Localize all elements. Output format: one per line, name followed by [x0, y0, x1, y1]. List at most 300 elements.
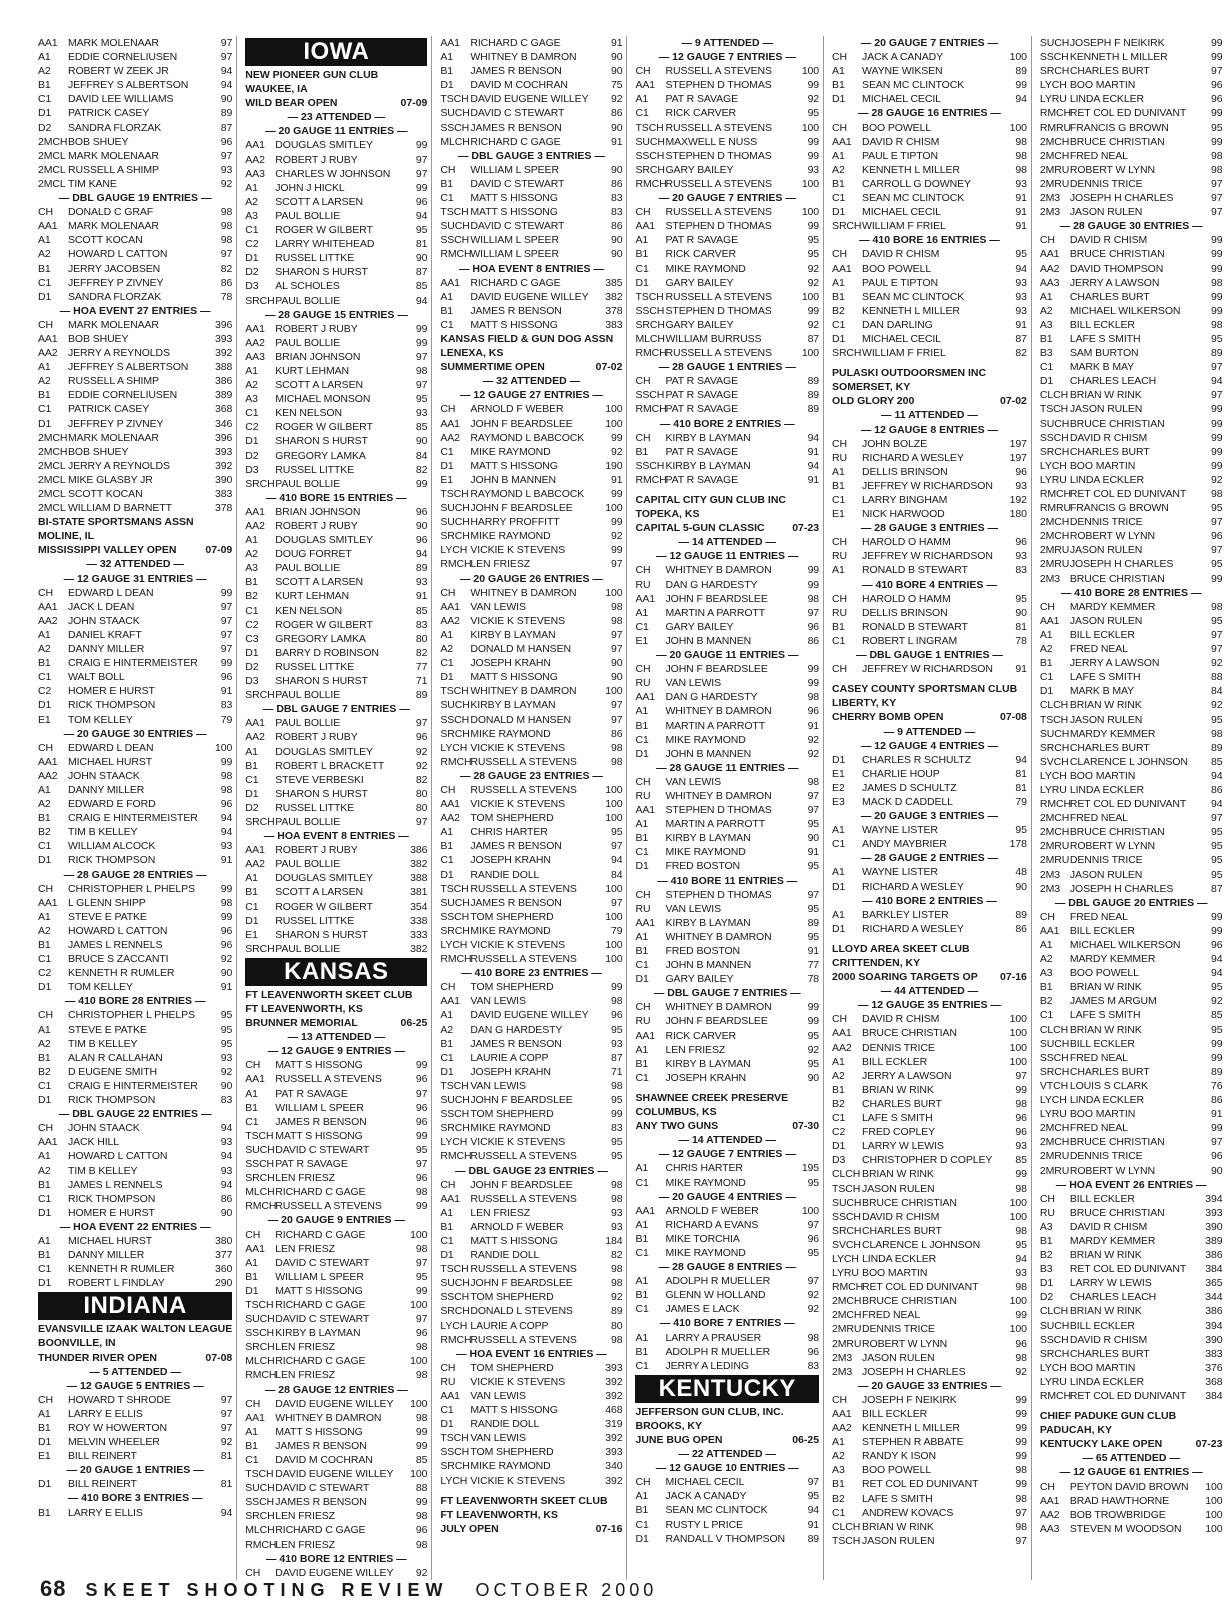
result-class: SRCH — [440, 1122, 470, 1135]
shoot-name: ANY TWO GUNS — [635, 1120, 719, 1133]
result-row — [245, 1340, 427, 1354]
result-row — [1040, 515, 1223, 529]
result-class: CLCH — [1039, 1023, 1069, 1036]
results-page — [38, 36, 1223, 1579]
event-subheading: — 20 GAUGE 1 ENTRIES — — [66, 1464, 204, 1477]
score: 95 — [1210, 713, 1223, 726]
score: 383 — [1205, 1347, 1223, 1360]
score: 83 — [807, 1359, 820, 1372]
score: 95 — [1210, 502, 1223, 515]
shooter-name: DAVID R CHISM — [862, 1013, 940, 1026]
result-class: A2 — [832, 1450, 845, 1463]
shooter-name: KEN NELSON — [275, 604, 342, 617]
shooter-name: ROBERT J RUBY — [275, 322, 358, 335]
score: 99 — [611, 544, 623, 557]
shooter-name: LEN FRIESZ — [470, 1206, 531, 1219]
result-row — [832, 451, 1027, 465]
score: 89 — [611, 1305, 623, 1318]
score: 98 — [1015, 1520, 1027, 1533]
result-row — [832, 50, 1027, 64]
result-row — [440, 529, 622, 543]
result-class: B2 — [38, 1065, 51, 1078]
result-row — [245, 801, 427, 815]
result-row — [1040, 614, 1223, 628]
shooter-name: BOO MARTIN — [1069, 1361, 1136, 1374]
score: 93 — [1015, 290, 1027, 303]
score: 386 — [215, 375, 233, 388]
result-class: D3 — [245, 280, 259, 293]
score: 96 — [1210, 1150, 1223, 1163]
shooter-name: CHARLIE HOUP — [862, 767, 940, 780]
score: 333 — [410, 928, 428, 941]
score: 94 — [220, 1178, 233, 1191]
result-row — [440, 1262, 622, 1276]
result-class: AA2 — [440, 812, 460, 825]
score: 82 — [415, 463, 428, 476]
result-class: CLCH — [1039, 389, 1069, 402]
result-class: MLCH — [635, 332, 665, 345]
result-class: AA1 — [38, 1136, 58, 1149]
result-row — [38, 459, 232, 473]
score: 99 — [807, 1015, 820, 1028]
shooter-name: JERRY A REYNOLDS — [68, 459, 170, 472]
result-class: C1 — [38, 1263, 52, 1276]
result-class: B1 — [440, 1220, 454, 1233]
result-class: A2 — [38, 924, 51, 937]
shooter-name: JERRY A REYNOLDS — [68, 347, 170, 360]
score: 96 — [415, 195, 428, 208]
score: 96 — [807, 1232, 820, 1245]
score: 92 — [220, 1065, 233, 1078]
score: 99 — [1210, 459, 1223, 472]
result-row — [832, 549, 1027, 563]
shooter-name: LEN FRIESZ — [470, 558, 531, 571]
score: 81 — [220, 1478, 233, 1491]
shooter-name: BILL ECKLER — [1069, 1037, 1135, 1050]
result-class: C2 — [245, 421, 259, 434]
score: 100 — [1009, 121, 1027, 134]
score: 95 — [807, 248, 820, 261]
shooter-name: MATT S HISSONG — [470, 206, 558, 219]
result-row — [1040, 163, 1223, 177]
score: 94 — [1015, 753, 1027, 766]
score: 98 — [415, 364, 428, 377]
result-class: A1 — [635, 1490, 649, 1503]
score: 99 — [1210, 1051, 1223, 1064]
score: 94 — [220, 79, 233, 92]
club-line: FT LEAVENWORTH, KS — [245, 1003, 363, 1015]
result-row — [245, 1298, 427, 1312]
shooter-name: RICHARD C GAGE — [470, 37, 561, 49]
shooter-name: EDWARD L DEAN — [68, 741, 154, 754]
shoot-name: BRUNNER MEMORIAL — [245, 1017, 358, 1030]
shooter-name: PAUL BOLLIE — [275, 717, 341, 730]
result-row — [440, 402, 622, 416]
result-class: AA1 — [245, 844, 265, 857]
result-row — [1040, 1494, 1223, 1508]
result-class: AA2 — [38, 347, 58, 360]
result-class: 2MCH — [1039, 1136, 1070, 1149]
shoot-name: JUNE BUG OPEN — [635, 1434, 723, 1446]
shooter-name: BILL ECKLER — [1069, 924, 1135, 937]
shooter-name: WHITNEY B DAMRON — [470, 685, 577, 698]
result-class: B1 — [38, 389, 51, 402]
result-row — [245, 449, 427, 463]
result-row — [1040, 374, 1223, 388]
score: 100 — [605, 502, 623, 515]
score: 98 — [1015, 1224, 1027, 1237]
score: 95 — [1210, 868, 1223, 881]
result-class: AA1 — [440, 798, 460, 811]
result-row — [38, 1178, 232, 1192]
shooter-name: DAVID THOMPSON — [1069, 262, 1164, 275]
score: 99 — [1210, 107, 1223, 120]
result-row — [1040, 797, 1223, 811]
result-row — [440, 1417, 622, 1431]
club-header — [832, 942, 1027, 956]
shooter-name: LINDA ECKLER — [1069, 1094, 1144, 1107]
result-class: D1 — [832, 93, 846, 106]
shooter-name: MARK MOLENAAR — [68, 318, 159, 331]
result-row — [832, 865, 1027, 879]
shooter-name: WILLIAM D BARNETT — [68, 502, 172, 515]
shooter-name: DAN DARLING — [862, 318, 933, 331]
result-class: D1 — [38, 854, 52, 867]
result-class: LYCH — [1039, 459, 1067, 472]
score: 91 — [1015, 318, 1027, 331]
result-class: SRCH — [832, 220, 862, 233]
score: 93 — [611, 1037, 623, 1050]
result-class: C1 — [635, 846, 649, 859]
result-row — [245, 138, 427, 152]
shooter-name: RUSSELL A STEVENS — [470, 1263, 577, 1276]
result-class: 2MRU — [1039, 544, 1070, 557]
shoot-date: 07-23 — [1195, 1438, 1223, 1451]
shooter-name: WHITNEY B DAMRON — [665, 564, 772, 577]
shooter-name: VICKIE K STEVENS — [470, 544, 566, 557]
result-row — [832, 1069, 1027, 1083]
shooter-name: JAMES D SCHULTZ — [862, 781, 957, 794]
event-subheading: — 28 GAUGE 3 ENTRIES — — [860, 522, 999, 535]
result-row — [635, 1532, 819, 1546]
score: 99 — [1210, 417, 1223, 430]
result-class: B1 — [440, 304, 454, 317]
score: 383 — [605, 318, 623, 331]
result-class: D1 — [440, 1065, 454, 1078]
shooter-name: ARNOLD F WEBER — [470, 403, 564, 416]
result-class: MLCH — [245, 1355, 275, 1368]
shooter-name: RUSSELL A STEVENS — [665, 121, 772, 134]
result-row — [38, 177, 232, 191]
score: 85 — [415, 1454, 428, 1466]
result-class: C1 — [635, 107, 649, 120]
result-class: B2 — [832, 1492, 845, 1505]
score: 99 — [1210, 135, 1223, 148]
result-row — [832, 1506, 1027, 1520]
result-class: C1 — [245, 1454, 259, 1466]
result-row — [440, 417, 622, 431]
result-row — [1040, 360, 1223, 374]
club-header — [38, 515, 232, 529]
result-class: CH — [38, 318, 53, 331]
result-class: CH — [38, 1393, 53, 1406]
score: 97 — [415, 350, 428, 363]
result-row — [832, 1167, 1027, 1181]
result-class: A1 — [1039, 939, 1053, 951]
event-subheading: — 20 GAUGE 33 ENTRIES — — [857, 1379, 1001, 1392]
result-row — [38, 106, 232, 120]
shooter-name: MATT S HISSONG — [275, 1059, 363, 1072]
result-row — [832, 1520, 1027, 1534]
shooter-name: BOO MARTIN — [1069, 79, 1136, 92]
result-row — [1040, 994, 1223, 1008]
score: 91 — [611, 37, 623, 49]
score: 97 — [220, 248, 233, 261]
result-row — [38, 1262, 232, 1276]
shooter-name: LARRY E ELLIS — [68, 1407, 143, 1420]
result-row — [245, 364, 427, 378]
score: 92 — [807, 276, 820, 289]
score: 89 — [807, 389, 820, 402]
shooter-name: JOHN F BEARDSLEE — [665, 1015, 768, 1028]
result-row — [832, 1224, 1027, 1238]
result-row — [440, 896, 622, 910]
result-class: TSCH — [440, 1263, 469, 1276]
result-class: RMCH — [1039, 1390, 1071, 1402]
shooter-name: TOM SHEPHERD — [470, 1108, 554, 1121]
shooter-name: RUSSELL A STEVENS — [665, 290, 772, 303]
result-row — [1040, 106, 1223, 120]
score: 96 — [220, 135, 233, 148]
shooter-name: EDDIE CORNELIUSEN — [68, 389, 178, 402]
shooter-name: RICHARD A WESLEY — [862, 880, 964, 893]
event-subheading: — 20 GAUGE 11 ENTRIES — — [265, 125, 408, 138]
shoot-title — [38, 1351, 232, 1365]
shooter-name: HOWARD T SHRODE — [68, 1393, 171, 1406]
event-subheading: — 410 BORE 23 ENTRIES — — [461, 967, 602, 980]
result-class: D1 — [38, 981, 52, 994]
result-row — [245, 350, 427, 364]
result-class: D1 — [832, 332, 846, 345]
shooter-name: RUSSELL A STEVENS — [470, 882, 577, 895]
result-class: SRCH — [635, 163, 665, 176]
result-class: LYCH — [440, 544, 468, 557]
result-row — [635, 332, 819, 346]
result-row — [1040, 50, 1223, 64]
result-row — [635, 817, 819, 831]
result-class: 2M3 — [1039, 206, 1061, 219]
shooter-name: LEN FRIESZ — [275, 1510, 335, 1523]
result-row — [1040, 557, 1223, 571]
result-class: A1 — [245, 364, 258, 377]
shooter-name: JASON RULEN — [1069, 206, 1143, 219]
shooter-name: JERRY A LAWSON — [1069, 657, 1160, 670]
club-line: WAUKEE, IA — [245, 83, 308, 96]
shooter-name: RICK CARVER — [665, 248, 736, 261]
result-row — [832, 837, 1027, 851]
score: 98 — [1210, 727, 1223, 740]
score: 100 — [1009, 1013, 1027, 1026]
score: 85 — [415, 421, 428, 434]
result-row — [832, 219, 1027, 233]
score: 93 — [220, 1136, 233, 1149]
result-class: A3 — [1039, 318, 1053, 331]
shooter-name: DONALD C GRAF — [68, 206, 154, 219]
result-row — [832, 191, 1027, 205]
shooter-name: MELVIN WHEELER — [68, 1436, 160, 1449]
result-row — [635, 247, 819, 261]
result-row — [635, 662, 819, 676]
shooter-name: JOSEPH KRAHN — [470, 1065, 551, 1078]
score: 99 — [807, 135, 820, 148]
score: 98 — [807, 1331, 820, 1344]
result-row — [440, 445, 622, 459]
result-class: D1 — [832, 1140, 846, 1153]
shooter-name: MATT S HISSONG — [275, 1284, 363, 1297]
score: 99 — [1015, 1083, 1027, 1096]
result-row — [635, 92, 819, 106]
shooter-name: JAMES M ARGUM — [1069, 995, 1157, 1008]
score: 97 — [415, 815, 428, 828]
result-class: C1 — [832, 192, 846, 205]
result-row — [635, 459, 819, 473]
result-row — [440, 459, 622, 473]
result-class: RMRU — [1039, 502, 1071, 515]
shooter-name: KIRBY B LAYMAN — [665, 916, 751, 929]
shooter-name: HOWARD L CATTON — [68, 924, 168, 937]
result-class: D1 — [38, 1094, 52, 1107]
score: 383 — [215, 488, 233, 500]
result-row — [440, 1319, 622, 1333]
event-subheading: — 410 BORE 2 ENTRIES — — [862, 894, 997, 907]
shooter-name: DAVID C STEWART — [275, 1313, 370, 1326]
shooter-name: MARK B MAY — [1069, 685, 1135, 698]
result-class: 2MCH — [832, 1309, 862, 1322]
result-row — [38, 374, 232, 388]
result-row — [440, 92, 622, 106]
result-class: 2MCH — [1039, 516, 1070, 529]
result-row — [245, 1171, 427, 1185]
shooter-name: RUSSELL A SHIMP — [68, 375, 159, 388]
score: 396 — [215, 318, 233, 331]
result-row — [635, 676, 819, 690]
shooter-name: MICHAEL CECIL — [862, 93, 941, 106]
shooter-name: STEPHEN D THOMAS — [665, 888, 772, 901]
result-class: B1 — [635, 1289, 649, 1302]
score: 99 — [1015, 1436, 1027, 1449]
score: 100 — [1009, 1027, 1027, 1040]
result-class: C1 — [245, 407, 259, 420]
result-row — [635, 944, 819, 958]
score: 99 — [1210, 924, 1223, 937]
shooter-name: VAN LEWIS — [470, 1079, 526, 1092]
event-subheading: — 20 GAUGE 9 ENTRIES — — [267, 1214, 405, 1227]
result-class: C1 — [635, 262, 649, 275]
result-row — [1040, 698, 1223, 712]
score: 92 — [807, 262, 820, 275]
result-class: B1 — [635, 945, 649, 957]
result-row — [440, 318, 622, 332]
event-subheading: — 28 GAUGE 8 ENTRIES — — [658, 1261, 796, 1274]
result-class: C1 — [245, 604, 259, 617]
score: 97 — [220, 37, 233, 49]
shooter-name: ROGER W GILBERT — [275, 900, 373, 913]
result-class: A1 — [38, 1407, 51, 1420]
result-class: 2MRU — [1039, 558, 1070, 571]
result-class: SSCH — [440, 121, 470, 134]
shooter-name: CHARLES LEACH — [1069, 1291, 1157, 1304]
shooter-name: SCOTT A LARSEN — [275, 886, 363, 899]
result-class: SRCH — [245, 477, 275, 490]
score: 90 — [220, 1079, 233, 1092]
result-class: B1 — [245, 759, 258, 772]
result-row — [1040, 149, 1223, 163]
shooter-name: EDDIE CORNELIUSEN — [68, 51, 178, 64]
shooter-name: ROBERT W ZEEK JR — [68, 65, 169, 78]
shooter-name: BRUCE CHRISTIAN — [1069, 1136, 1165, 1149]
shooter-name: CARROLL G DOWNEY — [862, 177, 971, 190]
result-class: 2M3 — [832, 1365, 853, 1378]
result-row — [1040, 868, 1223, 882]
shoot-title — [440, 360, 622, 374]
result-row — [245, 1143, 427, 1157]
shooter-name: BOO MARTIN — [862, 1267, 928, 1280]
result-row — [832, 1492, 1027, 1506]
event-subheading: — 12 GAUGE 7 ENTRIES — — [658, 1148, 796, 1161]
score: 99 — [611, 431, 623, 444]
score: 98 — [1210, 488, 1223, 500]
result-row — [635, 930, 819, 944]
shooter-name: DOUGLAS SMITLEY — [275, 139, 373, 152]
shooter-name: TOM KELLEY — [68, 981, 133, 994]
result-row — [1040, 1290, 1223, 1304]
result-row — [245, 420, 427, 434]
shooter-name: WAYNE LISTER — [862, 866, 938, 879]
result-row — [38, 78, 232, 92]
shooter-name: MATT S HISSONG — [470, 1234, 558, 1247]
result-class: SSCH — [440, 234, 470, 247]
result-row — [38, 1008, 232, 1022]
score: 99 — [611, 981, 623, 994]
result-class: 2M3 — [1039, 882, 1061, 895]
result-row — [245, 1087, 427, 1101]
score: 97 — [220, 51, 233, 64]
page-number: 68 — [40, 1576, 67, 1601]
score: 97 — [415, 1313, 428, 1326]
score: 97 — [611, 840, 623, 853]
shooter-name: ROGER W GILBERT — [275, 224, 373, 237]
score: 93 — [1015, 1267, 1027, 1280]
result-row — [245, 857, 427, 871]
result-class: AA1 — [245, 1411, 265, 1424]
result-class: A2 — [245, 379, 258, 392]
result-class: SRCH — [440, 727, 470, 740]
shooter-name: DENNIS TRICE — [1069, 854, 1143, 867]
result-row — [38, 332, 232, 346]
score: 91 — [1015, 220, 1027, 233]
result-class: C1 — [38, 276, 52, 289]
result-class: A1 — [38, 910, 51, 923]
result-class: LYCH — [1039, 1094, 1067, 1107]
score: 98 — [1210, 149, 1223, 162]
result-row — [38, 1121, 232, 1135]
club-line: MOLINE, IL — [38, 530, 94, 543]
shooter-name: WILLIAM BURRUSS — [665, 332, 762, 345]
result-class: RMCH — [440, 755, 472, 768]
score: 97 — [220, 643, 233, 656]
result-class: C1 — [440, 445, 454, 458]
shooter-name: BOO POWELL — [1069, 967, 1139, 980]
